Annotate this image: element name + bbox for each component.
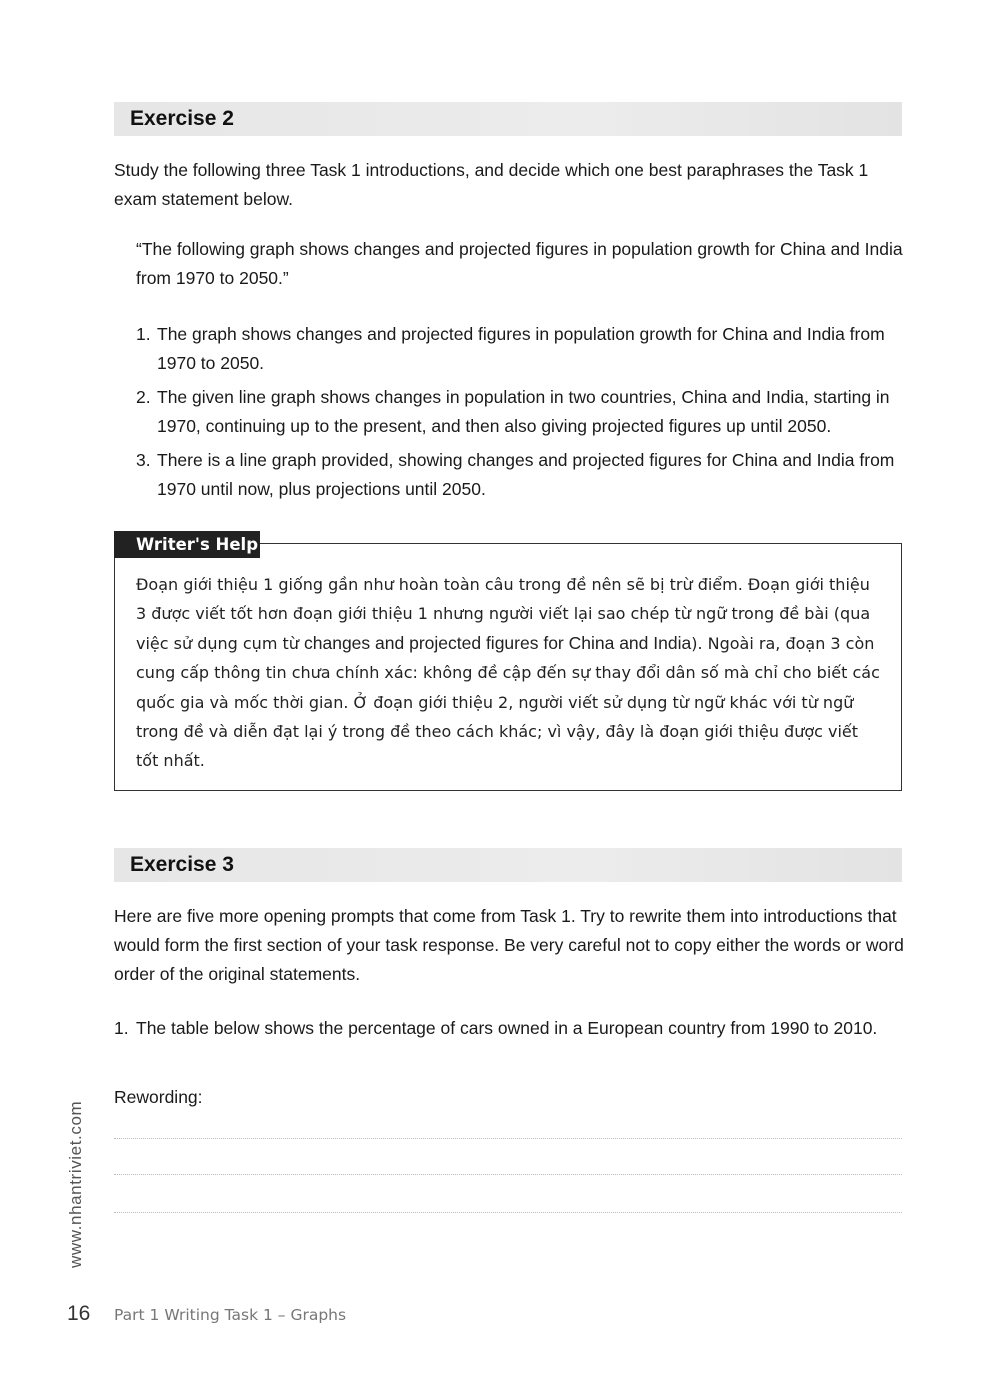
- introduction-options: [136, 320, 906, 509]
- writers-help-tab: [114, 531, 260, 558]
- list-item: [136, 320, 906, 378]
- exercise-2-heading-bar: [114, 102, 902, 136]
- option-text: There is a line graph provided, showing changes and projected figures for China and India from 1970 until now, plus projections until 2050.: [157, 450, 895, 499]
- rewording-label: Rewording:: [114, 1087, 203, 1107]
- option-text: The graph shows changes and projected figures in population growth for China and India from 1970 to 2050.: [157, 324, 885, 373]
- side-url: www.nhantriviet.com: [66, 1100, 85, 1268]
- exercise-2-instructions: Study the following three Task 1 introductions, and decide which one best paraphrases the Task 1 exam statement below.: [114, 160, 869, 209]
- writers-help-label: Writer's Help: [136, 535, 259, 554]
- prompt-number: 1.: [114, 1018, 129, 1038]
- answer-line[interactable]: [114, 1212, 902, 1213]
- page-number: 16: [67, 1302, 91, 1325]
- list-item: [136, 383, 906, 441]
- footer-section-title: Part 1 Writing Task 1 – Graphs: [114, 1306, 347, 1324]
- writers-help-text: [136, 570, 884, 776]
- exercise-3-instructions: Here are five more opening prompts that come from Task 1. Try to rewrite them into introductions that would form the first section of your task response. Be very careful not to copy either the words or word order of the original statements.: [114, 906, 904, 984]
- help-text-highlight: changes and projected figures for China and India: [304, 632, 692, 653]
- option-number: 1.: [136, 324, 151, 344]
- exercise-3-heading: Exercise 3: [130, 853, 234, 876]
- exercise-3-heading-bar: [114, 848, 902, 882]
- option-number: 2.: [136, 387, 151, 407]
- prompt-item-1: [114, 1014, 906, 1043]
- prompt-text: The table below shows the percentage of cars owned in a European country from 1990 to 2010.: [136, 1018, 878, 1038]
- list-item: [136, 446, 906, 504]
- exam-statement: “The following graph shows changes and projected figures in population growth for China and India from 1970 to 2050.”: [136, 239, 903, 288]
- answer-line[interactable]: [114, 1174, 902, 1175]
- option-number: 3.: [136, 450, 151, 470]
- answer-line[interactable]: [114, 1138, 902, 1139]
- option-text: The given line graph shows changes in population in two countries, China and India, starting in 1970, continuing up to the present, and then also giving projected figures up until 2050.: [157, 387, 890, 436]
- exercise-2-heading: Exercise 2: [130, 107, 234, 130]
- help-text-part2: ). Ngoài ra, đoạn 3 còn cung cấp thông tin chưa chính xác: không đề cập đến sự thay đổi dân số mà chỉ cho biết các quốc gia và mốc thời gian. Ở đoạn giới thiệu 2, người viết sử dụng từ ngữ khác với từ ngữ trong đề và diễn đạt lại ý trong đề theo cách khác; vì vậy, đây là đoạn giới thiệu được viết tốt nhất.: [136, 633, 880, 771]
- help-text-part1: Đoạn giới thiệu 1 giống gần như hoàn toàn câu trong đề nên sẽ bị trừ điểm. Đoạn giới thiệu 3 được viết tốt hơn đoạn giới thiệu 1 nhưng người viết lại sao chép từ ngữ trong đề bài (qua việc sử dụng cụm từ: [136, 575, 871, 653]
